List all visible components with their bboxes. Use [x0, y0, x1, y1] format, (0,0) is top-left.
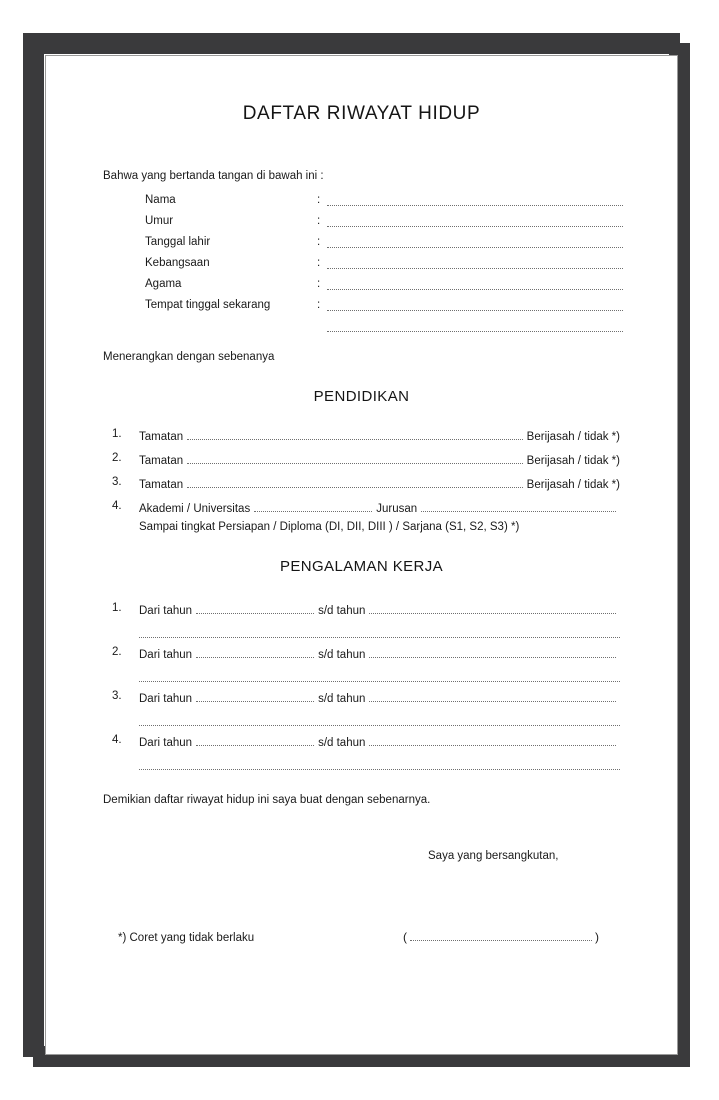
- list-item: [112, 476, 620, 491]
- identity-separator: :: [317, 215, 321, 227]
- identity-separator-empty: [317, 320, 327, 341]
- to-year-label: s/d tahun: [318, 605, 366, 617]
- item-tail: Berijasah / tidak *): [526, 479, 620, 491]
- identity-row-continuation: [103, 320, 623, 341]
- item-number: 2.: [112, 646, 122, 658]
- identity-value-agama[interactable]: [327, 278, 623, 299]
- academy-name-input[interactable]: [254, 500, 372, 512]
- to-year-input-1[interactable]: [369, 602, 616, 614]
- experience-detail-line-2[interactable]: [139, 670, 620, 682]
- from-year-label: Dari tahun: [139, 737, 193, 749]
- education-input-3[interactable]: [187, 476, 523, 488]
- identity-label: Umur: [145, 215, 174, 227]
- signer-label: Saya yang bersangkutan,: [428, 850, 559, 862]
- from-year-label: Dari tahun: [139, 649, 193, 661]
- identity-value-tempat-tinggal[interactable]: [327, 299, 623, 320]
- closing-statement: Demikian daftar riwayat hidup ini saya buat dengan sebenarnya.: [103, 794, 431, 806]
- signature-name-input[interactable]: [410, 930, 592, 941]
- from-year-input-4[interactable]: [196, 734, 314, 746]
- identity-label: Tanggal lahir: [145, 236, 211, 248]
- academy-label: Akademi / Universitas: [139, 503, 251, 515]
- page-title: DAFTAR RIWAYAT HIDUP: [242, 103, 481, 124]
- item-number: 3.: [112, 476, 122, 488]
- statement-text: Menerangkan dengan sebenanya: [103, 351, 275, 363]
- list-item: [112, 646, 620, 682]
- list-item: [112, 602, 620, 638]
- identity-separator: :: [317, 278, 321, 290]
- document-body: [46, 56, 677, 1054]
- identity-value-continuation[interactable]: [327, 320, 623, 341]
- signature-name-field[interactable]: [403, 930, 599, 944]
- to-year-label: s/d tahun: [318, 649, 366, 661]
- major-input[interactable]: [421, 500, 616, 512]
- item-number: 3.: [112, 690, 122, 702]
- to-year-label: s/d tahun: [318, 693, 366, 705]
- to-year-input-3[interactable]: [369, 690, 616, 702]
- to-year-label: s/d tahun: [318, 737, 366, 749]
- to-year-input-2[interactable]: [369, 646, 616, 658]
- list-item: [112, 734, 620, 770]
- identity-fields-table: [103, 194, 623, 341]
- from-year-input-3[interactable]: [196, 690, 314, 702]
- identity-row: [103, 194, 623, 215]
- open-paren: (: [403, 930, 407, 944]
- list-item: [112, 428, 620, 443]
- education-heading: PENDIDIKAN: [313, 388, 410, 405]
- identity-label: Agama: [145, 278, 182, 290]
- experience-heading: PENGALAMAN KERJA: [279, 558, 444, 575]
- major-label: Jurusan: [376, 503, 418, 515]
- identity-separator: :: [317, 299, 321, 311]
- item-number: 2.: [112, 452, 122, 464]
- intro-text: Bahwa yang bertanda tangan di bawah ini :: [103, 170, 324, 182]
- identity-value-kebangsaan[interactable]: [327, 257, 623, 278]
- footnote-text: *) Coret yang tidak berlaku: [118, 932, 255, 944]
- identity-separator: :: [317, 236, 321, 248]
- item-number: 4.: [112, 734, 122, 746]
- from-year-input-2[interactable]: [196, 646, 314, 658]
- identity-separator: :: [317, 257, 321, 269]
- identity-label: Nama: [145, 194, 176, 206]
- identity-value-nama[interactable]: [327, 194, 623, 215]
- education-list: [112, 428, 620, 533]
- list-item-academy: [112, 500, 620, 533]
- experience-detail-line-3[interactable]: [139, 714, 620, 726]
- item-number: 4.: [112, 500, 122, 512]
- identity-value-tanggal-lahir[interactable]: [327, 236, 623, 257]
- item-label: Tamatan: [139, 431, 184, 443]
- identity-row: [103, 257, 623, 278]
- item-label: Tamatan: [139, 455, 184, 467]
- experience-detail-line-1[interactable]: [139, 626, 620, 638]
- identity-separator: :: [317, 194, 321, 206]
- to-year-input-4[interactable]: [369, 734, 616, 746]
- identity-label: Kebangsaan: [145, 257, 210, 269]
- academy-level-note: Sampai tingkat Persiapan / Diploma (DI, DII, DIII ) / Sarjana (S1, S2, S3) *): [139, 521, 520, 533]
- item-tail: Berijasah / tidak *): [526, 455, 620, 467]
- identity-row: [103, 278, 623, 299]
- identity-row: [103, 215, 623, 236]
- identity-row: [103, 236, 623, 257]
- education-input-2[interactable]: [187, 452, 523, 464]
- identity-value-umur[interactable]: [327, 215, 623, 236]
- from-year-label: Dari tahun: [139, 605, 193, 617]
- from-year-input-1[interactable]: [196, 602, 314, 614]
- list-item: [112, 690, 620, 726]
- from-year-label: Dari tahun: [139, 693, 193, 705]
- identity-label: Tempat tinggal sekarang: [145, 299, 271, 311]
- list-item: [112, 452, 620, 467]
- identity-label-empty: [103, 320, 317, 341]
- item-label: Tamatan: [139, 479, 184, 491]
- item-number: 1.: [112, 428, 122, 440]
- experience-list: [112, 602, 620, 770]
- identity-row: [103, 299, 623, 320]
- item-tail: Berijasah / tidak *): [526, 431, 620, 443]
- education-input-1[interactable]: [187, 428, 523, 440]
- experience-detail-line-4[interactable]: [139, 758, 620, 770]
- close-paren: ): [595, 930, 599, 944]
- item-number: 1.: [112, 602, 122, 614]
- footer: [118, 930, 623, 944]
